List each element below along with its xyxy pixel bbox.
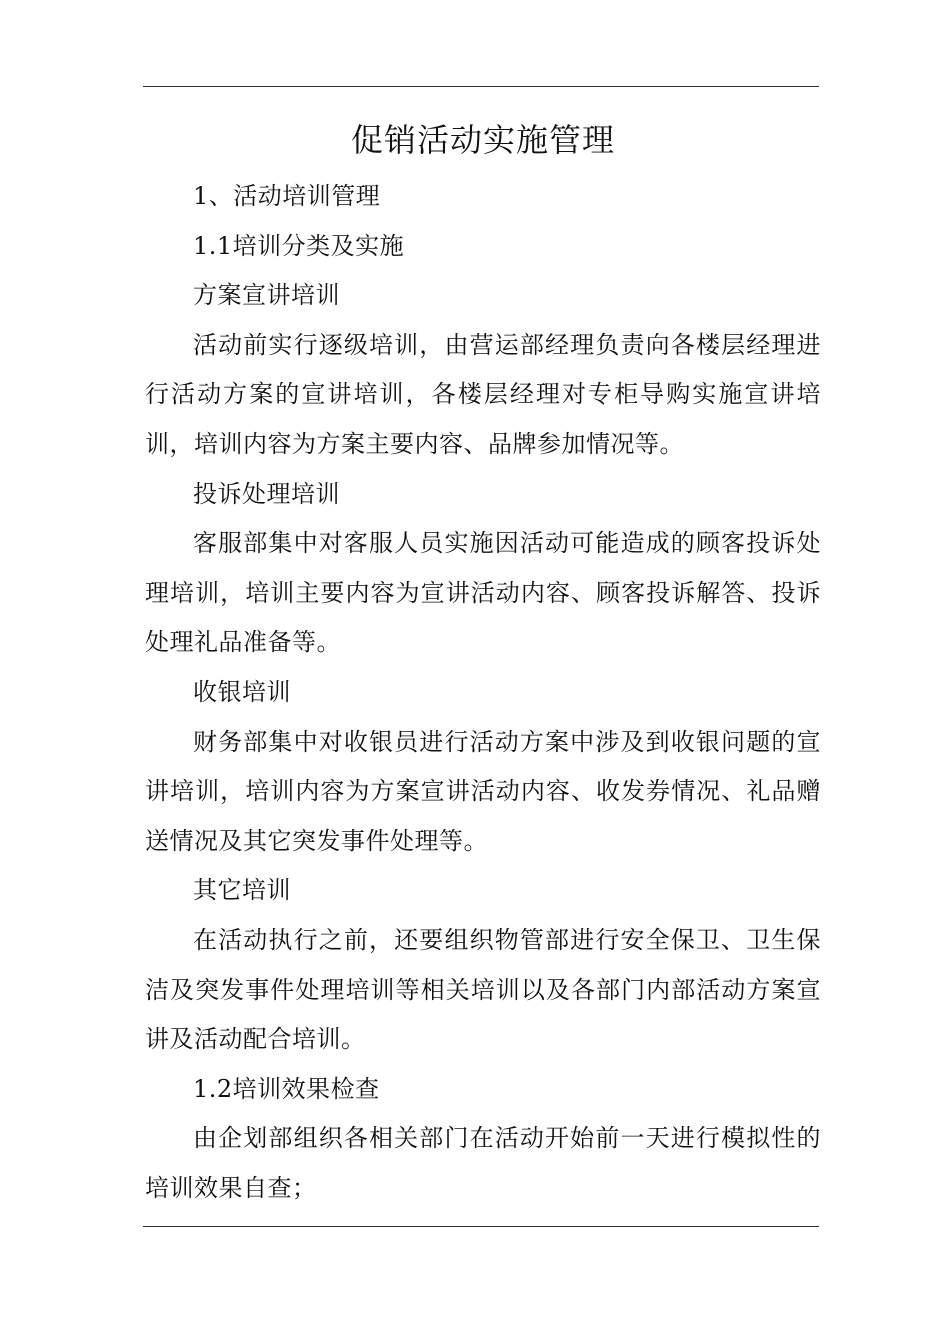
paragraph-proposal-training: 活动前实行逐级培训，由营运部经理负责向各楼层经理进行活动方案的宣讲培训，各楼层经理对专柜导购实施宣讲培训，培训内容为方案主要内容、品牌参加情况等。 (145, 330, 821, 458)
topic-heading-proposal-training: 方案宣讲培训 (193, 281, 340, 310)
section-heading-1: 1、活动培训管理 (193, 182, 381, 210)
document-title: 促销活动实施管理 (350, 121, 615, 159)
subsection-heading-1-2: 1.2培训效果检查 (193, 1074, 380, 1103)
topic-heading-cashier-training: 收银培训 (193, 677, 291, 706)
paragraph-training-check: 由企划部组织各相关部门在活动开始前一天进行模拟性的培训效果自查； (145, 1124, 821, 1202)
header-rule (143, 86, 819, 87)
subsection-heading-1-1: 1.1培训分类及实施 (193, 231, 405, 260)
footer-rule (143, 1226, 819, 1227)
topic-heading-complaint-training: 投诉处理培训 (193, 479, 340, 508)
document-body (145, 112, 821, 1213)
paragraph-cashier-training: 财务部集中对收银员进行活动方案中涉及到收银问题的宣讲培训，培训内容为方案宣讲活动内容、收发券情况、礼品赠送情况及其它突发事件处理等。 (145, 727, 821, 855)
topic-heading-other-training: 其它培训 (193, 876, 291, 905)
paragraph-other-training: 在活动执行之前，还要组织物管部进行安全保卫、卫生保洁及突发事件处理培训等相关培训以及各部门内部活动方案宣讲及活动配合培训。 (145, 925, 821, 1054)
paragraph-complaint-training: 客服部集中对客服人员实施因活动可能造成的顾客投诉处理培训，培训主要内容为宣讲活动内容、顾客投诉解答、投诉处理礼品准备等。 (145, 529, 821, 657)
